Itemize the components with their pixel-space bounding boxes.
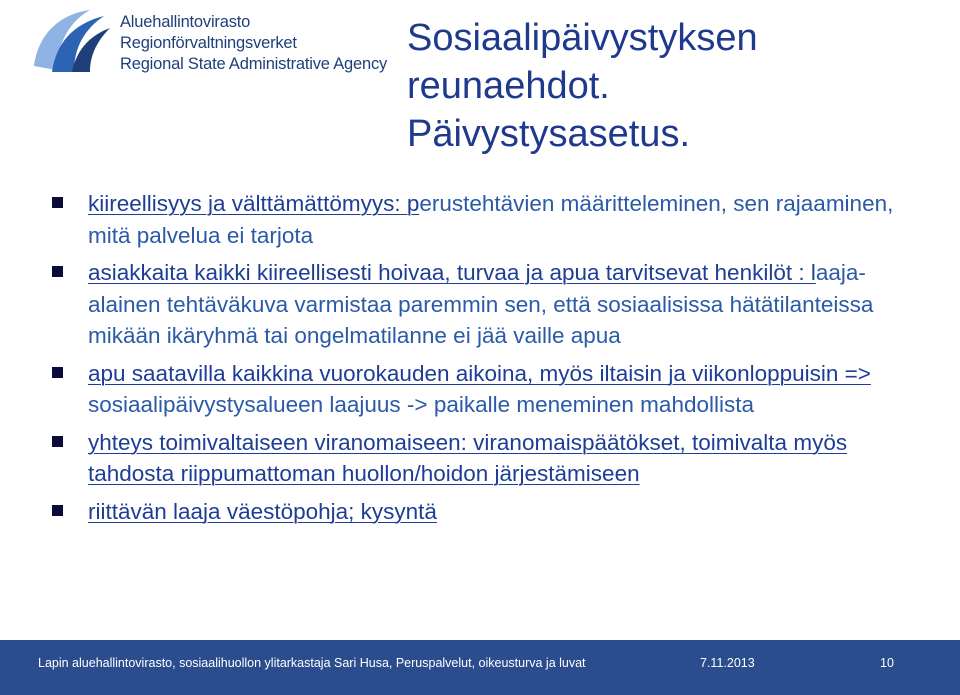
logo-mark-icon: [28, 6, 112, 78]
bullet-item: [46, 358, 916, 421]
bullet-text: erustehtävien määritteleminen, sen rajaaminen, mitä palvelua ei tarjota: [88, 191, 894, 248]
page-number: 10: [880, 656, 894, 670]
title-line-3: Päivystysasetus.: [407, 113, 690, 155]
bullet-emphasis: asiakkaita kaikki kiireellisesti hoivaa, turvaa ja apua tarvitsevat henkilöt : l: [88, 260, 816, 285]
slide-title: [407, 14, 927, 158]
bullet-item: [46, 427, 916, 490]
bullet-item: [46, 496, 916, 528]
bullet-emphasis: riittävän laaja väestöpohja; kysyntä: [88, 498, 437, 524]
bullet-item: [46, 257, 916, 352]
bullet-list: [46, 188, 916, 533]
square-bullet-icon: [52, 505, 63, 516]
bullet-emphasis: kiireellisyys ja välttämättömyys: p: [88, 191, 420, 216]
logo-line-2: Regionförvaltningsverket: [120, 34, 297, 52]
bullet-item: [46, 188, 916, 251]
bullet-text: sosiaalipäivystysalueen laajuus -> paikalle meneminen mahdollista: [88, 392, 754, 417]
bullet-emphasis: apu saatavilla kaikkina vuorokauden aikoina, myös iltaisin ja viikonloppuisin =>: [88, 360, 871, 386]
footer-text: Lapin aluehallintovirasto, sosiaalihuollon ylitarkastaja Sari Husa, Peruspalvelut, oikeusturva ja luvat: [38, 656, 586, 670]
square-bullet-icon: [52, 266, 63, 277]
square-bullet-icon: [52, 197, 63, 208]
agency-logo: [28, 6, 388, 80]
square-bullet-icon: [52, 436, 63, 447]
footer-date: 7.11.2013: [700, 656, 755, 670]
footer-bar: [0, 640, 960, 695]
title-line-2: reunaehdot.: [407, 65, 610, 107]
title-line-1: Sosiaalipäivystyksen: [407, 17, 758, 59]
logo-line-3: Regional State Administrative Agency: [120, 55, 388, 73]
square-bullet-icon: [52, 367, 63, 378]
logo-line-1: Aluehallintovirasto: [120, 13, 251, 31]
bullet-emphasis: yhteys toimivaltaiseen viranomaiseen: viranomaispäätökset, toimivalta myös tahdosta riippumattoman huollon/hoidon järjestämiseen: [88, 429, 848, 486]
bullet-text: aaja-alainen tehtäväkuva varmistaa paremmin sen, että sosiaalisissa hätätilanteissa mikään ikäryhmä tai ongelmatilanne ei jää vaille apua: [88, 260, 874, 348]
